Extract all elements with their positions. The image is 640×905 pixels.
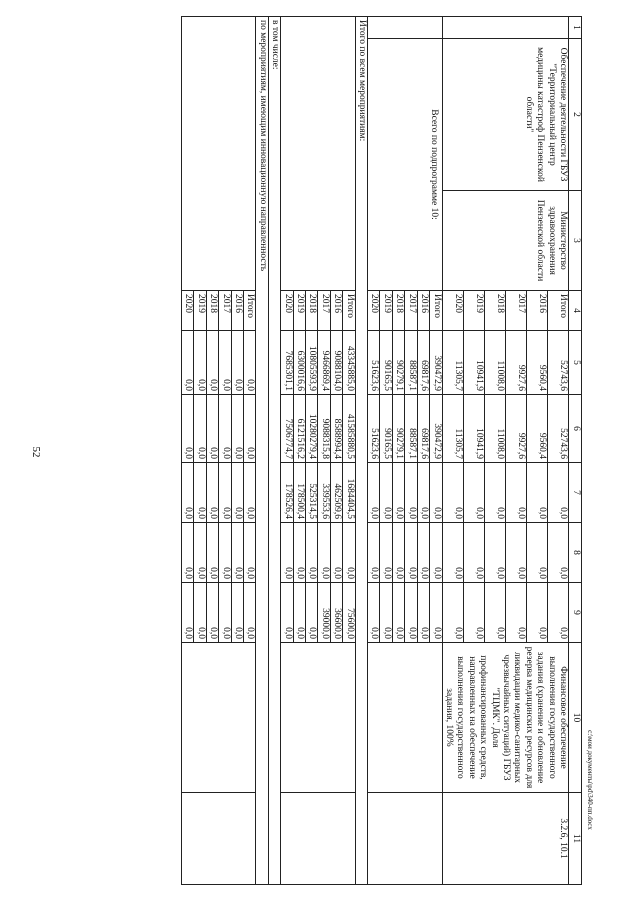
column-number-row [569,17,582,885]
amount-cell: 0,0 [417,523,429,583]
amount-cell: 0,0 [505,583,526,643]
amount-cell: 0,0 [182,463,194,523]
amount-cell: 0,0 [244,331,256,395]
amount-cell: 0,0 [219,523,231,583]
amount-cell: 0,0 [484,523,505,583]
amount-cell: 90165,5 [380,395,392,463]
year-cell: Итого [343,291,355,331]
table-row [244,17,256,885]
column-number: 1 [569,17,582,39]
amount-cell: 1684404,5 [343,463,355,523]
amount-cell: 0,0 [231,395,243,463]
amount-cell: 0,0 [244,523,256,583]
year-cell: 2016 [330,291,342,331]
amount-cell: 0,0 [293,583,305,643]
amount-cell: 11305,7 [442,395,463,463]
amount-cell: 0,0 [430,463,442,523]
amount-cell: 9560,4 [526,395,547,463]
amount-cell: 51623,6 [368,331,380,395]
row-index-cell [368,17,442,39]
amount-cell: 339553,6 [318,463,330,523]
amount-cell: 10805593,9 [306,331,318,395]
amount-cell: 69817,6 [417,331,429,395]
column-number: 11 [569,793,582,885]
financing-table [181,16,582,885]
empty-cell [182,17,256,291]
amount-cell: 0,0 [206,523,218,583]
amount-cell: 75600,0 [343,583,355,643]
amount-cell: 0,0 [442,583,463,643]
amount-cell: 0,0 [463,463,484,523]
amount-cell: 0,0 [380,583,392,643]
amount-cell: 10280279,4 [306,395,318,463]
amount-cell: 0,0 [194,583,206,643]
amount-cell: 0,0 [505,463,526,523]
amount-cell: 178500,4 [293,463,305,523]
amount-cell: 178526,4 [281,463,293,523]
all-total-label-row [355,17,367,885]
amount-cell: 6121516,2 [293,395,305,463]
amount-cell: 390472,9 [430,395,442,463]
amount-cell: 9560,4 [526,331,547,395]
amount-cell: 0,0 [442,463,463,523]
subprogram-total-label [368,39,442,291]
amount-cell: 43345885,0 [343,331,355,395]
year-cell: 2019 [194,291,206,331]
column-number: 10 [569,643,582,793]
year-cell: 2018 [306,291,318,331]
amount-cell: 69817,6 [417,395,429,463]
column-number: 2 [569,39,582,191]
amount-cell: 10941,9 [463,395,484,463]
year-cell: 2020 [368,291,380,331]
amount-cell: 0,0 [526,523,547,583]
amount-cell: 0,0 [206,463,218,523]
financing-table-page [62,16,582,884]
column-number: 7 [569,463,582,523]
amount-cell: 0,0 [463,583,484,643]
amount-cell: 9466869,4 [318,331,330,395]
amount-cell: 0,0 [231,331,243,395]
amount-cell: 0,0 [430,583,442,643]
innovative-label-row [256,17,268,885]
page-number: 52 [30,446,42,458]
amount-cell: 0,0 [182,395,194,463]
amount-cell: 0,0 [206,331,218,395]
amount-cell: 11305,7 [442,331,463,395]
empty-cell [368,643,442,793]
year-cell: 2018 [206,291,218,331]
amount-cell: 90279,1 [392,331,404,395]
year-cell: 2016 [417,291,429,331]
amount-cell: 0,0 [219,395,231,463]
year-cell: 2016 [231,291,243,331]
amount-cell: 0,0 [293,523,305,583]
amount-cell: 0,0 [330,523,342,583]
year-cell: Итого [430,291,442,331]
amount-cell: 0,0 [526,463,547,523]
amount-cell: 0,0 [244,463,256,523]
amount-cell: 39000,0 [318,583,330,643]
amount-cell: 9088104,0 [330,331,342,395]
year-cell: 2017 [318,291,330,331]
amount-cell: 41585880,5 [343,395,355,463]
amount-cell: 9927,6 [505,331,526,395]
amount-cell: 0,0 [484,583,505,643]
amount-cell: 52743,6 [547,331,568,395]
amount-cell: 0,0 [231,463,243,523]
year-cell: 2017 [505,291,526,331]
amount-cell: 0,0 [182,331,194,395]
year-cell: 2020 [281,291,293,331]
link-cell: 3.2.6, 10.1 [442,793,568,885]
amount-cell: 0,0 [547,463,568,523]
amount-cell: 0,0 [219,331,231,395]
amount-cell: 0,0 [368,523,380,583]
empty-cell [182,643,256,793]
amount-cell: 0,0 [219,583,231,643]
innovative-label: по мероприятиям, имеющим инновационную направленность [256,17,268,885]
amount-cell: 0,0 [392,583,404,643]
column-number: 9 [569,583,582,643]
amount-cell: 0,0 [405,463,417,523]
amount-cell: 0,0 [392,463,404,523]
table-row [343,17,355,885]
amount-cell: 0,0 [206,395,218,463]
amount-cell: 90165,5 [380,331,392,395]
including-label: в том числе: [268,17,280,885]
amount-cell: 0,0 [368,583,380,643]
amount-cell: 0,0 [343,523,355,583]
amount-cell: 11008,0 [484,331,505,395]
amount-cell: 0,0 [306,583,318,643]
amount-cell: 0,0 [417,463,429,523]
amount-cell: 0,0 [281,523,293,583]
amount-cell: 0,0 [231,583,243,643]
amount-cell: 0,0 [194,463,206,523]
file-path-footer: c:\мои документы\pd\340-пп.docx [586,730,594,830]
subprogram-total-text: Всего по подпрограмме 10: [428,109,439,220]
amount-cell: 9088315,8 [318,395,330,463]
amount-cell: 0,0 [182,523,194,583]
amount-cell: 0,0 [380,523,392,583]
column-number: 4 [569,291,582,331]
all-total-label: Итого по всем мероприятиям: [355,17,367,885]
activity-name: Обеспечение деятельности ГБУЗ "Территориальный центр медицины катастроф Пензенской области" [442,39,568,191]
year-cell: 2020 [182,291,194,331]
year-cell: Итого [244,291,256,331]
year-cell: 2019 [380,291,392,331]
table-row [547,17,568,885]
empty-cell [182,793,256,885]
amount-cell: 0,0 [380,463,392,523]
amount-cell: 0,0 [484,463,505,523]
amount-cell: 0,0 [430,523,442,583]
amount-cell: 0,0 [442,523,463,583]
amount-cell: 0,0 [194,331,206,395]
amount-cell: 0,0 [463,523,484,583]
amount-cell: 0,0 [182,583,194,643]
empty-cell [281,17,355,291]
year-cell: 2020 [442,291,463,331]
amount-cell: 0,0 [306,523,318,583]
empty-cell [281,793,355,885]
amount-cell: 11008,0 [484,395,505,463]
year-cell: 2018 [392,291,404,331]
row-index-cell [442,17,568,39]
amount-cell: 390472,9 [430,331,442,395]
amount-cell: 0,0 [417,583,429,643]
amount-cell: 0,0 [219,463,231,523]
empty-cell [281,643,355,793]
year-cell: 2018 [484,291,505,331]
amount-cell: 0,0 [231,523,243,583]
amount-cell: 90279,1 [392,395,404,463]
amount-cell: 88587,1 [405,395,417,463]
executor-cell: Министерство здравоохранения Пензенской области [442,191,568,291]
amount-cell: 7506774,7 [281,395,293,463]
amount-cell: 525314,5 [306,463,318,523]
amount-cell: 7685301,1 [281,331,293,395]
year-cell: 2019 [293,291,305,331]
year-cell: 2017 [219,291,231,331]
amount-cell: 36600,0 [330,583,342,643]
column-number: 3 [569,191,582,291]
amount-cell: 0,0 [318,523,330,583]
amount-cell: 0,0 [392,523,404,583]
year-cell: 2019 [463,291,484,331]
indicator-cell: Финансовое обеспечение выполнения государственного задания (хранение и обновление резерва медицинских ресурсов для ликвидации медико-санитарных чрезвычайных ситуаций) ГБУЗ "ТЦМК". Доля профинансированных средств, направленных на обеспечение выполнения государственного задания, 100% [442,643,568,793]
amount-cell: 10941,9 [463,331,484,395]
amount-cell: 52743,6 [547,395,568,463]
amount-cell: 0,0 [368,463,380,523]
year-cell: 2016 [526,291,547,331]
amount-cell: 88587,1 [405,331,417,395]
column-number: 8 [569,523,582,583]
amount-cell: 0,0 [405,583,417,643]
amount-cell: 8588994,4 [330,395,342,463]
amount-cell: 6300016,6 [293,331,305,395]
amount-cell: 462509,6 [330,463,342,523]
year-cell: 2017 [405,291,417,331]
year-cell: Итого [547,291,568,331]
amount-cell: 0,0 [206,583,218,643]
amount-cell: 0,0 [194,523,206,583]
amount-cell: 0,0 [244,583,256,643]
including-label-row [268,17,280,885]
amount-cell: 9927,6 [505,395,526,463]
amount-cell: 0,0 [405,523,417,583]
amount-cell: 0,0 [526,583,547,643]
amount-cell: 0,0 [194,395,206,463]
column-number: 5 [569,331,582,395]
empty-cell [368,793,442,885]
column-number: 6 [569,395,582,463]
amount-cell: 0,0 [281,583,293,643]
amount-cell: 0,0 [505,523,526,583]
amount-cell: 0,0 [547,523,568,583]
amount-cell: 51623,6 [368,395,380,463]
amount-cell: 0,0 [547,583,568,643]
table-row [430,17,442,885]
amount-cell: 0,0 [244,395,256,463]
